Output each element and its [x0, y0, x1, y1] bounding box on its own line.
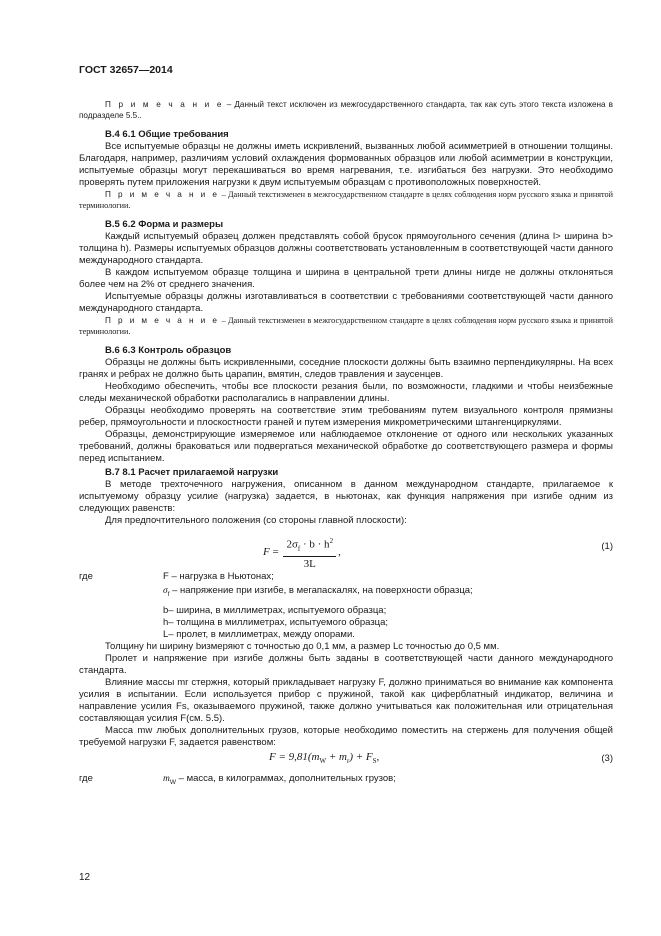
section-heading: В.7 8.1 Расчет прилагаемой нагрузки: [105, 467, 279, 478]
definition-row: где $m_W$ – масса, в килограммах, дополнительных грузов;: [79, 773, 613, 789]
page-number: 12: [79, 872, 91, 883]
paragraph: Образцы, демонстрирующие измеряемое или наблюдаемое отклонение от одного или нескольких указанных требований, должны браковаться или подвергаться механической обработке до соответствующего размера и формы перед испытанием.: [79, 429, 613, 464]
paragraph: В каждом испытуемом образце толщина и ширина в центральной трети длины нигде не должны отклоняться более чем на 2% от среднего значения.: [79, 267, 613, 290]
formula-fraction: $\frac{2\sigma_f \cdot b \cdot h^2}{3L}$: [283, 535, 336, 570]
formula-1: [79, 531, 613, 570]
paragraph: В методе трехточечного нагружения, описанном в данном международном стандарте, прилагаемое к испытуемому образцу усилие (нагрузка) задается, в ньютонах, как функция напряжения при изгибе одним из следующих равенств:: [79, 479, 613, 514]
note-excluded: П р и м е ч а н и е – Данный текст исключен из межгосударственного стандарта, так как суть этого текста изложена в подразделе 5.5..: [79, 100, 613, 120]
formula-3: [79, 751, 613, 767]
paragraph: Образцы необходимо проверять на соответствие этим требованиям путем визуального контроля прямизны ребер, прямоугольности и плоскостности граней и путем измерения микрометрическими штангенциркулями.: [79, 405, 613, 428]
section-heading: В.6 6.3 Контроль образцов: [105, 345, 232, 356]
paragraph: Влияние массы mr стержня, который прикладывает нагрузку F, должно приниматься во внимание как компонента усилия в испытании. Если используется прибор с пружиной, такой как циферблатный индикатор, величина и направление усилия Fs, оказываемого пружиной, также должно учитываться как положительная или отрицательная составляющая усилия F(см. 5.5).: [79, 676, 613, 724]
formula-number: (3): [601, 752, 613, 764]
paragraph: Каждый испытуемый образец должен представлять собой брусок прямоугольного сечения (длина l> ширина b> толщина h). Размеры испытуемых образцов должны соответствовать установленным в соответствующей части данного международного стандарта.: [79, 231, 613, 266]
document-header: ГОСТ 32657—2014: [79, 64, 173, 76]
paragraph: Все испытуемые образцы не должны иметь искривлений, вызванных любой асимметрией в отношении толщины. Благодаря, например, различиям условий охлаждения формованных образцов или любой асимметрии в конструкции, испытуемые образцы могут перекашиваться во время нагревания, т.е. изгибаться без нагрузки. Это необходимо проверять путем приложения нагрузки к двум испытуемым образцам с противоположных поверхностей.: [79, 141, 613, 188]
paragraph: Необходимо обеспечить, чтобы все плоскости резания были, по возможности, гладкими и чтобы неизбежные следы механической обработки располагались в направлении длины.: [79, 381, 613, 404]
document-body: [79, 99, 613, 789]
section-heading: В.5 6.2 Форма и размеры: [105, 219, 224, 230]
paragraph: Испытуемые образцы должны изготавливаться в соответствии с требованиями соответствующей части данного международного стандарта.: [79, 291, 613, 314]
formula-number: (1): [601, 541, 613, 552]
definition-row: b– ширина, в миллиметрах, испытуемого образца;: [163, 604, 387, 616]
paragraph: Пролет и напряжение при изгибе должны быть заданы в соответствующей части данного международного стандарта.: [79, 652, 613, 676]
where-label: где: [79, 571, 93, 582]
paragraph: Масса mw любых дополнительных грузов, которые необходимо поместить на стержень для получения общей требуемой нагрузки F, задается равенством:: [79, 724, 613, 748]
definition-row: где F – нагрузка в Ньютонах;: [79, 571, 274, 582]
definition-row: L– пролет, в миллиметрах, между опорами.: [163, 628, 355, 640]
formula-expression: F = $\frac{2\sigma_f \cdot b \cdot h^2}{3L}$ ,: [263, 537, 341, 570]
where-label: где: [79, 772, 93, 784]
paragraph: Для предпочтительного положения (со стороны главной плоскости):: [105, 515, 407, 526]
note: П р и м е ч а н и е – Данный текстизменен в межгосударственном стандарте в целях соблюдения норм русского языка и принятой терминологии.: [79, 316, 613, 336]
note: П р и м е ч а н и е – Данный текстизменен в межгосударственном стандарте в целях соблюдения норм русского языка и принятой терминологии.: [79, 190, 613, 210]
definition-row: $\sigma_f$ – напряжение при изгибе, в мегапаскалях, на поверхности образца;: [163, 585, 473, 598]
paragraph: Образцы не должны быть искривленными, соседние плоскости должны быть взаимно перпендикулярны. На всех гранях и ребрах не должно быть царапин, вмятин, следов травления и заусенцев.: [79, 357, 613, 380]
definition-row: h– толщина в миллиметрах, испытуемого образца;: [163, 616, 389, 628]
formula-expression: $F = 9,81(m_W + m_r) + F_S$,: [269, 750, 380, 766]
section-heading: В.4 6.1 Общие требования: [105, 129, 229, 140]
paragraph: Толщину hи ширину bизмеряют с точностью до 0,1 мм, а размер Lс точностью до 0,5 мм.: [105, 640, 500, 652]
